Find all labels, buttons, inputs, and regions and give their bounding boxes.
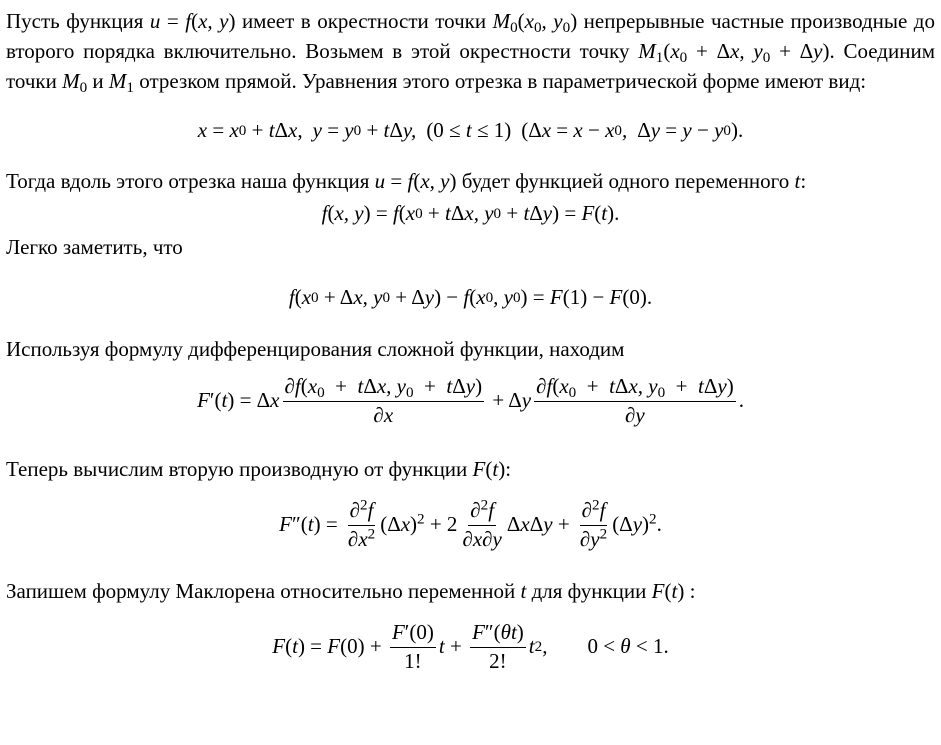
fraction-F-double-prime: $\frac{F''(\theta t)}{2!}$ [472,620,524,673]
formula-u-eq-f: u = f(x, y) [149,9,236,33]
equation-second-derivative: F ″( t ) = $\frac{\partial^2f}{\partial x^2}$ (Δ x )$^2$ + 2 $\frac{\partial^2f}{\partial x\partial y}$ Δ x Δ y + $\frac{\partial^2f}{\partial y^2}$ (Δ y )$^2$. [279,497,662,551]
fraction-F-prime-0: $\frac{F'(0)}{1!}$ [391,620,434,673]
fraction-d2f-dx2: $\frac{\partial^2f}{\partial x^2}$ [347,497,376,551]
fraction-d2f-dxdy: $\frac{\partial^2f}{\partial x\partial y}$ [462,497,502,551]
formula-F-t-2: F(t) [651,579,685,603]
paragraph-intro: Пусть функция u = f(x, y) имеет в окрестности точки $M_0(x_0$, $y_0$) непрерывные частные производные до второго порядка включительно. Возьмем в этой окрестности точку $M_1(x_0 + \Delta x$, $y_0 + \Delta y$). Соединим точки $M_0$ и $M_1$ отрезком прямой. Уравнения этого отрезка в параметрической форме имеют вид: [6,9,936,97]
equation-parametric: x = x 0 + t Δ x, y = y 0 + t Δ y, (0 ≤ t ≤ 1) (Δ x = x − x 0 , Δ y = y − y 0 ). [197,118,744,143]
fraction-d2f-dy2: $\frac{\partial^2f}{\partial y^2}$ [579,497,608,551]
formula-u-eq-f-2: u = f(x, y) [374,169,457,193]
paragraph-along-segment: Тогда вдоль этого отрезка наша функция u = f(x, y) будет функцией одного переменного t: [6,169,807,193]
fraction-df-dx: $\frac{\partial f(x_0 + t\Delta x, y_0 + t\Delta y)}{\partial x}$ [284,374,483,427]
formula-F-t: F(t) [472,457,506,481]
formula-m1: $M_1$ [108,69,134,97]
fraction-df-dy: $\frac{\partial f(x_0 + t\Delta x, y_0 + t\Delta y)}{\partial y}$ [536,374,734,427]
paragraph-maclaurin: Запишем формулу Маклорена относительно переменной t для функции F(t) : [6,579,696,603]
equation-maclaurin: F ( t ) = F (0) + $\frac{F'(0)}{1!}$ t + $\frac{F''(\theta t)}{2!}$ t 2 , 0 < θ < 1. [272,620,669,673]
paragraph-second-derivative: Теперь вычислим вторую производную от функции F(t): [6,457,512,481]
formula-point-m0: $M_0(x_0$, $y_0$) [492,9,578,37]
formula-point-m1: $M_1(x_0 + \Delta x$, $y_0 + \Delta y$) [638,39,830,67]
paragraph-chain-rule: Используя формулу дифференцирования сложной функции, находим [6,337,625,361]
equation-f-eq-F: f ( x, y ) = f ( x 0 + t Δ x, y 0 + t Δ y ) = F ( t ). [321,201,620,226]
formula-t: t [794,169,801,193]
equation-increment: f ( x 0 + Δ x, y 0 + Δ y ) − f ( x 0 , y 0 ) = F (1) − F (0). [288,285,653,310]
formula-t-2: t [520,579,527,603]
paragraph-easy-to-see: Легко заметить, что [6,235,183,259]
formula-m0: $M_0$ [62,69,88,97]
equation-first-derivative: F ′( t ) = Δ x $\frac{\partial f(x_0 + t\Delta x, y_0 + t\Delta y)}{\partial x}$ + Δ y $\frac{\partial f(x_0 + t\Delta x, y_0 + t\Delta y)}{\partial y}$ . [197,374,744,427]
